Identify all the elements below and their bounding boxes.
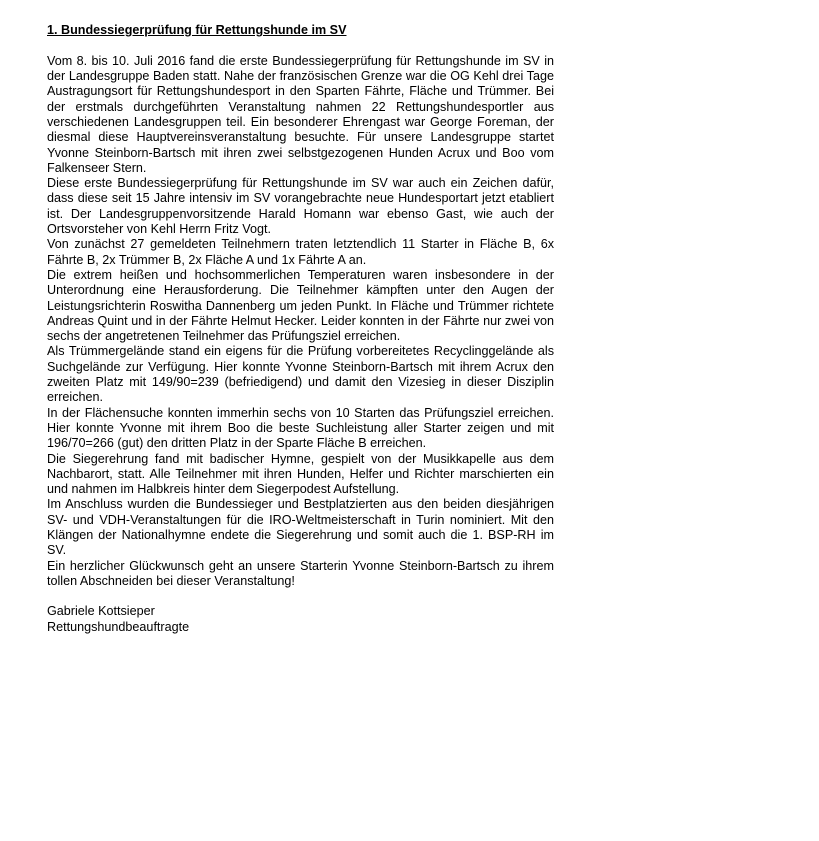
paragraph-participants: Von zunächst 27 gemeldeten Teilnehmern traten letztendlich 11 Starter in Fläche B, 6x Fährte B, 2x Trümmer B, 2x Fläche A und 1x Fährte A an. bbox=[47, 237, 554, 267]
paragraph-award-ceremony: Die Siegerehrung fand mit badischer Hymne, gespielt von der Musikkapelle aus dem Nachbarort, statt. Alle Teilnehmer mit ihren Hunden, Helfer und Richter marschierten ein und nahmen im Halbkreis hinter dem Siegerpodest Aufstellung. bbox=[47, 451, 554, 497]
document-page bbox=[47, 23, 554, 635]
paragraph-congratulations: Ein herzlicher Glückwunsch geht an unsere Starterin Yvonne Steinborn-Bartsch zu ihrem tollen Abschneiden bei dieser Veranstaltung! bbox=[47, 558, 554, 588]
signature-name: Gabriele Kottsieper bbox=[47, 604, 155, 619]
paragraph-rubble-search: Als Trümmergelände stand ein eigens für die Prüfung vorbereitetes Recyclinggelände als Suchgelände zur Verfügung. Hier konnte Yvonne Steinborn-Bartsch mit ihrem Acrux den zweiten Platz mit 149/90=239 (befriedigend) und damit den Vizesieg in dieser Disziplin erreichen. bbox=[47, 344, 554, 405]
paragraph-area-search: In der Flächensuche konnten immerhin sechs von 10 Starten das Prüfungsziel erreichen. Hier konnte Yvonne mit ihrem Boo die beste Suchleistung aller Starter zeigen und mit 196/70=266 (gut) den dritten Platz in der Sparte Fläche B erreichen. bbox=[47, 405, 554, 451]
signature-role: Rettungshundbeauftragte bbox=[47, 619, 190, 634]
paragraph-nomination: Im Anschluss wurden die Bundessieger und Bestplatzierten aus den beiden diesjährigen SV- und VDH-Veranstaltungen für die IRO-Weltmeisterschaft in Turin nominiert. Mit den Klängen der Nationalhymne endete die Siegerehrung und somit auch die 1. BSP-RH im SV. bbox=[47, 497, 554, 558]
document-title: 1. Bundessiegerprüfung für Rettungshunde im SV bbox=[47, 23, 347, 37]
paragraph-spacer bbox=[47, 589, 554, 604]
paragraph-establishment: Diese erste Bundessiegerprüfung für Rettungshunde im SV war auch ein Zeichen dafür, dass diese seit 15 Jahre intensiv im SV vorangebrachte neue Hundesportart jetzt etabliert ist. Der Landesgruppenvorsitzende Harald Homann war ebenso Gast, wie auch der Ortsvorsteher von Kehl Herrn Fritz Vogt. bbox=[47, 176, 554, 237]
paragraph-temperatures: Die extrem heißen und hochsommerlichen Temperaturen waren insbesondere in der Unterordnung eine Herausforderung. Die Teilnehmer kämpften unter den Augen der Leistungsrichterin Roswitha Dannenberg um jeden Punkt. In Fläche und Trümmer richtete Andreas Quint und in der Fährte Helmut Hecker. Leider konnten in der Fährte nur zwei von sechs der angetretenen Teilnehmer das Prüfungsziel erreichen. bbox=[47, 267, 554, 344]
paragraph-event-intro: Vom 8. bis 10. Juli 2016 fand die erste Bundessiegerprüfung für Rettungshunde im SV in der Landesgruppe Baden statt. Nahe der französischen Grenze war die OG Kehl drei Tage Austragungsort für Rettungshundesport in den Sparten Fährte, Fläche und Trümmer. Bei der erstmals durchgeführten Veranstaltung nahmen 22 Rettungshundesportler aus verschiedenen Landesgruppen teil. Ein besonderer Ehrengast war George Foreman, der diesmal diese Hauptvereinsveranstaltung besuchte. Für unsere Landesgruppe startet Yvonne Steinborn-Bartsch mit ihren zwei selbstgezogenen Hunden Acrux und Boo vom Falkenseer Stern. bbox=[47, 53, 554, 175]
